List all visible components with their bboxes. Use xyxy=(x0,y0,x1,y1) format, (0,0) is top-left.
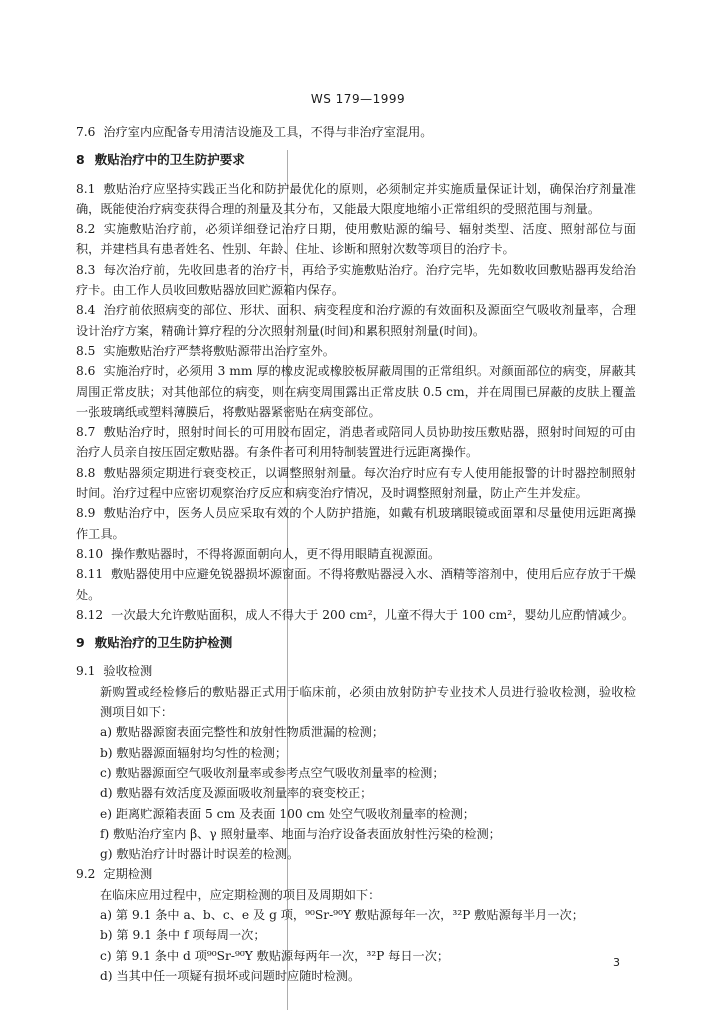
clause-number: 8.12 xyxy=(76,607,104,622)
clause-number: 8.4 xyxy=(76,303,96,318)
clause-text: 实施治疗时，必须用 3 mm 厚的橡皮泥或橡胶板屏蔽周围的正常组织。对颜面部位的病变，屏蔽其周围正常皮肤；对其他部位的病变，则在病变周围露出正常皮肤 0.5 cm，并在周围已屏蔽的皮肤上覆盖一张玻璃纸或塑料薄膜后，将敷贴器紧密贴在病变部位。 xyxy=(76,364,636,419)
clause-paragraph xyxy=(76,300,636,341)
clause-paragraph xyxy=(76,361,636,422)
list-item: c) 第 9.1 条中 d 项⁹⁰Sr-⁹⁰Y 敷贴源每两年一次，³²P 每日一次； xyxy=(100,948,450,963)
clause-paragraph xyxy=(76,605,636,625)
clause-text: 验收检测 xyxy=(103,664,153,679)
clause-number: 9.2 xyxy=(76,867,96,882)
list-item: g) 敷贴治疗计时器计时误差的检测。 xyxy=(100,847,300,862)
clause-text: 定期检测 xyxy=(103,867,153,882)
clause-paragraph xyxy=(76,219,636,260)
clause-text: 实施敷贴治疗前，必须详细登记治疗日期，使用敷贴源的编号、辐射类型、活度、照射部位与面积，并建档具有患者姓名、性别、年龄、住址、诊断和照射次数等项目的治疗卡。 xyxy=(76,222,636,257)
clause-text: 治疗室内应配备专用清洁设施及工具，不得与非治疗室混用。 xyxy=(103,125,433,139)
clause-number: 8.10 xyxy=(76,546,104,561)
indented-paragraph: 在临床应用过程中，应定期检测的项目及周期如下： xyxy=(100,887,381,902)
clause-text: 每次治疗前，先收回患者的治疗卡，再给予实施敷贴治疗。治疗完毕，先如数收回敷贴器再发给治疗卡。由工作人员收回敷贴器放回贮源箱内保存。 xyxy=(76,262,636,298)
clause-paragraph xyxy=(76,122,636,142)
list-item: d) 敷贴器有效活度及源面吸收剂量率的衰变校正； xyxy=(100,786,373,801)
section-number: 8 xyxy=(76,152,85,168)
page-number: 3 xyxy=(613,956,620,969)
section-title: 敷贴治疗的卫生防护检测 xyxy=(94,635,233,651)
clause-paragraph xyxy=(76,864,636,884)
clause-number: 7.6 xyxy=(76,125,96,139)
clause-number: 8.1 xyxy=(76,181,96,196)
clause-paragraph xyxy=(76,503,636,544)
clause-number: 8.9 xyxy=(76,506,96,521)
clause-number: 8.8 xyxy=(76,465,96,480)
clause-text: 操作敷贴器时，不得将源面朝向人，更不得用眼睛直视源面。 xyxy=(111,546,441,561)
clause-number: 8.3 xyxy=(76,262,96,277)
indented-paragraph: 新购置或经检修后的敷贴器正式用于临床前，必须由放射防护专业技术人员进行验收检测，验收检测项目如下： xyxy=(100,684,636,720)
list-item: d) 当其中任一项疑有损坏或问题时应随时检测。 xyxy=(100,968,361,983)
clause-paragraph xyxy=(76,463,636,504)
clause-text: 敷贴器使用中应避免锐器损坏源窗面。不得将敷贴器浸入水、酒精等溶剂中，使用后应存放于干燥处。 xyxy=(76,567,636,602)
clause-paragraph xyxy=(76,661,636,681)
list-item: a) 第 9.1 条中 a、b、c、e 及 g 项，⁹⁰Sr-⁹⁰Y 敷贴源每年一次，³²P 敷贴源每半月一次； xyxy=(100,907,584,922)
list-item: a) 敷贴器源窗表面完整性和放射性物质泄漏的检测； xyxy=(100,725,385,740)
standard-number: WS 179—1999 xyxy=(310,92,406,106)
list-item: b) 第 9.1 条中 f 项每周一次； xyxy=(100,928,266,943)
clause-text: 一次最大允许敷贴面积，成人不得大于 200 cm²，儿童不得大于 100 cm²，婴幼儿应酌情减少。 xyxy=(111,607,635,622)
section-title: 敷贴治疗中的卫生防护要求 xyxy=(94,152,245,168)
clause-paragraph xyxy=(76,422,636,463)
clause-text: 实施敷贴治疗严禁将敷贴源带出治疗室外。 xyxy=(103,343,335,358)
clause-number: 8.11 xyxy=(76,567,104,582)
clause-text: 治疗前依照病变的部位、形状、面积、病变程度和治疗源的有效面积及源面空气吸收剂量率，合理设计治疗方案，精确计算疗程的分次照射剂量(时间)和累积照射剂量(时间)。 xyxy=(76,303,636,338)
clause-number: 9.1 xyxy=(76,664,96,679)
clause-paragraph xyxy=(76,179,636,220)
list-item: e) 距离贮源箱表面 5 cm 及表面 100 cm 处空气吸收剂量率的检测； xyxy=(100,806,475,821)
clause-text: 敷贴治疗时，照射时间长的可用胶布固定，消患者或陪同人员协助按压敷贴器，照射时间短的可由治疗人员亲自按压固定敷贴器。有条件者可利用特制装置进行远距离操作。 xyxy=(76,425,636,460)
section-number: 9 xyxy=(76,635,85,651)
clause-text: 敷贴治疗应坚持实践正当化和防护最优化的原则，必须制定并实施质量保证计划，确保治疗剂量准确，既能使治疗病变获得合理的剂量及其分布，又能最大限度地缩小正常组织的受照范围与剂量。 xyxy=(76,181,636,216)
clause-number: 8.7 xyxy=(76,425,96,440)
clause-number: 8.5 xyxy=(76,343,96,358)
clause-text: 敷贴治疗中，医务人员应采取有效的个人防护措施，如戴有机玻璃眼镜或面罩和尽量使用远距离操作工具。 xyxy=(76,506,636,541)
list-item: f) 敷贴治疗室内 β、γ 照射量率、地面与治疗设备表面放射性污染的检测； xyxy=(100,826,501,841)
section-heading xyxy=(76,150,636,170)
document-body xyxy=(76,122,636,986)
clause-text: 敷贴器须定期进行衰变校正，以调整照射剂量。每次治疗时应有专人使用能报警的计时器控制照射时间。治疗过程中应密切观察治疗反应和病变治疗情况，及时调整照射剂量，防止产生并发症。 xyxy=(76,465,636,501)
list-item: c) 敷贴器源面空气吸收剂量率或参考点空气吸收剂量率的检测； xyxy=(100,765,445,780)
clause-paragraph xyxy=(76,260,636,301)
clause-paragraph xyxy=(76,341,636,361)
clause-number: 8.2 xyxy=(76,222,96,237)
clause-paragraph xyxy=(76,564,636,605)
clause-paragraph xyxy=(76,544,636,564)
list-item: b) 敷贴器源面辐射均匀性的检测； xyxy=(100,745,288,760)
section-heading xyxy=(76,633,636,653)
clause-number: 8.6 xyxy=(76,364,96,379)
